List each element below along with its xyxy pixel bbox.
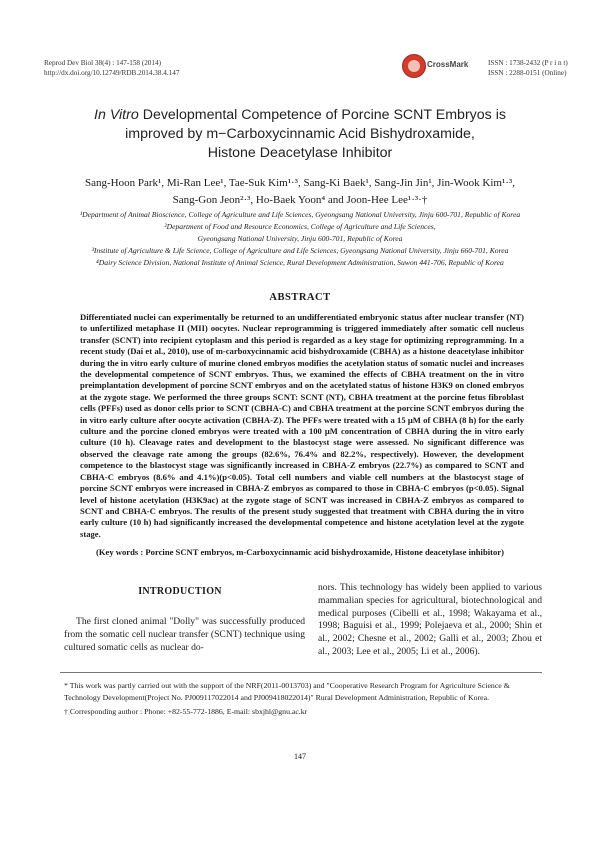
funding-footnote: * This work was partly carried out with the support of the NRF(2011-0013703) and "Cooperative Research Program for Agriculture Science & Technology Development(Project No. PJ009117022014 and PJ009418022014)" Rural Development Administration, Republic of Korea. xyxy=(64,681,510,702)
issn-block xyxy=(488,58,568,78)
crossmark-icon xyxy=(402,54,426,78)
title-line2: improved by m−Carboxycinnamic Acid Bishydroxamide, xyxy=(125,126,475,142)
journal-volume-line: Reprod Dev Biol 38(4) : 147-158 (2014) xyxy=(44,59,161,67)
issn-print: ISSN : 1738-2432 (P r i n t) xyxy=(488,59,568,67)
affiliation-1: ¹Department of Animal Bioscience, College of Agriculture and Life Sciences, Gyeongsang National University, Jinju 600-701, Republic of Korea xyxy=(79,210,521,219)
authors-line1: Sang-Hoon Park¹, Mi-Ran Lee¹, Tae-Suk Kim¹·³, Sang-Ki Baek¹, Sang-Jin Jin¹, Jin-Wook Kim¹·³, xyxy=(85,177,515,189)
affiliation-2-cont: Gyeongsang National University, Jinju 600-701, Republic of Korea xyxy=(197,234,403,243)
title-line1: Developmental Competence of Porcine SCNT Embryos is xyxy=(138,107,506,123)
corresponding-author-footnote: † Corresponding author : Phone: +82-55-772-1886, E-mail: sbxjhl@gnu.ac.kr xyxy=(64,707,308,716)
affiliation-3: ³Institute of Agriculture & Life Science, College of Agriculture and Life Sciences, Gyeongsang National University, Jinju 660-701, Korea xyxy=(91,246,509,255)
crossmark-label: CrossMark xyxy=(427,60,469,69)
affiliation-4: ⁴Dairy Science Division, National Institute of Animal Science, Rural Development Administration, Suwon 441-706, Republic of Korea xyxy=(96,258,504,267)
footnote-divider xyxy=(60,672,542,673)
journal-citation xyxy=(44,58,179,78)
abstract-body: Differentiated nuclei can experimentally be returned to an undifferentiated embryonic status after nuclear transfer (NT) to unfertilized metaphase II (MII) oocytes. Nuclear reprogramming is triggered immediately after somatic cell nucleus transfer (SCNT) into recipient cytoplasm and this period is regarded as a key stage for optimizing reprogramming. In a recent study (Dai et al., 2010), use of m-carboxycinnamic acid bishydroxamide (CBHA) as a histone deacetylase inhibitor during the in vitro early culture of murine cloned embryos modifies the acetylation status of somatic nuclei and increases the developmental competence of SCNT embryos. Thus, we examined the effects of CBHA treatment on the in vitro preimplantation development of porcine SCNT embryos and on the acetylated status of histone H3K9 on cloned embryos at the zygote stage. We performed the three groups SCNT: SCNT (NT), CBHA treatment at the porcine fetus fibroblast cells (PFFs) used as donor cells prior to SCNT (CBHA-C) and CBHA treatment at the porcine SCNT embryos during the in vitro early culture after oocyte activation (CBHA-Z). The PFFs were treated with a 15 μM of CBHA (8 h) for the early culture and the porcine cloned embryos were treated with a 100 μM concentration of CBHA during the in vitro early culture (10 h). Cleavage rates and development to the blastocyst stage were assessed. No significant difference was observed the cleavage rate among the groups (82.6%, 76.4% and 82.2%, respectively). However, the development competence to the blastocyst stage was significantly increased in CBHA-Z embryos (22.7%) as compared to SCNT and CBHA-C embryos (8.6% and 4.1%)(p<0.05). Total cell numbers and viable cell numbers at the blastocyst stage of porcine SCNT embryos were increased in CBHA-Z embryos as compared to those in CBHA-C embryos (p<0.05). Signal level of histone acetylation (H3K9ac) at the zygote stage of SCNT was increased in CBHA-Z embryos as compared to SCNT and CBHA-C embryos. The results of the present study suggested that treatment with CBHA during the in vitro early culture (10 h) had significantly increased the developmental competence and histone acetylation level at the zygote stage. xyxy=(80,312,524,539)
affiliation-2: ²Department of Food and Resource Economics, College of Agriculture and Life Sciences, xyxy=(164,222,436,231)
doi-link[interactable]: http://dx.doi.org/10.12749/RDB.2014.38.4.147 xyxy=(44,69,180,77)
intro-right-column: nors. This technology has widely been applied to various mammalian species for agricultural, biotechnological and medical purposes (Cibelli et al., 1998; Wakayama et al., 1998; Baguisi et al., 1999; Polejaeva et al., 2000; Shin et al., 2002; Chesne et al., 2002; Galli et al., 2003; Zhou et al., 2003; Lee et al., 2005; Li et al., 2006). xyxy=(318,582,542,657)
issn-online: ISSN : 2288-0151 (Online) xyxy=(488,69,567,77)
title-line3: Histone Deacetylase Inhibitor xyxy=(207,145,393,161)
authors-line2: Sang-Gon Jeon²·³, Ho-Baek Yoon⁴ and Joon-Hee Lee¹·³·† xyxy=(172,194,428,206)
affiliations xyxy=(40,209,560,269)
crossmark-badge[interactable] xyxy=(402,54,480,78)
paper-title xyxy=(60,106,540,163)
intro-left-column: The first cloned animal "Dolly" was successfully produced from the somatic cell nuclear transfer (SCNT) technique using cultured somatic cells as nuclear do- xyxy=(64,616,305,653)
introduction-heading: INTRODUCTION xyxy=(138,586,222,597)
author-list xyxy=(60,175,540,209)
abstract-heading: ABSTRACT xyxy=(269,292,331,303)
keywords: (Key words : Porcine SCNT embryos, m-Carboxycinnamic acid bishydroxamide, Histone deacetylase inhibitor) xyxy=(96,547,504,557)
page-number: 147 xyxy=(294,752,306,761)
title-italic: In Vitro xyxy=(94,107,139,123)
